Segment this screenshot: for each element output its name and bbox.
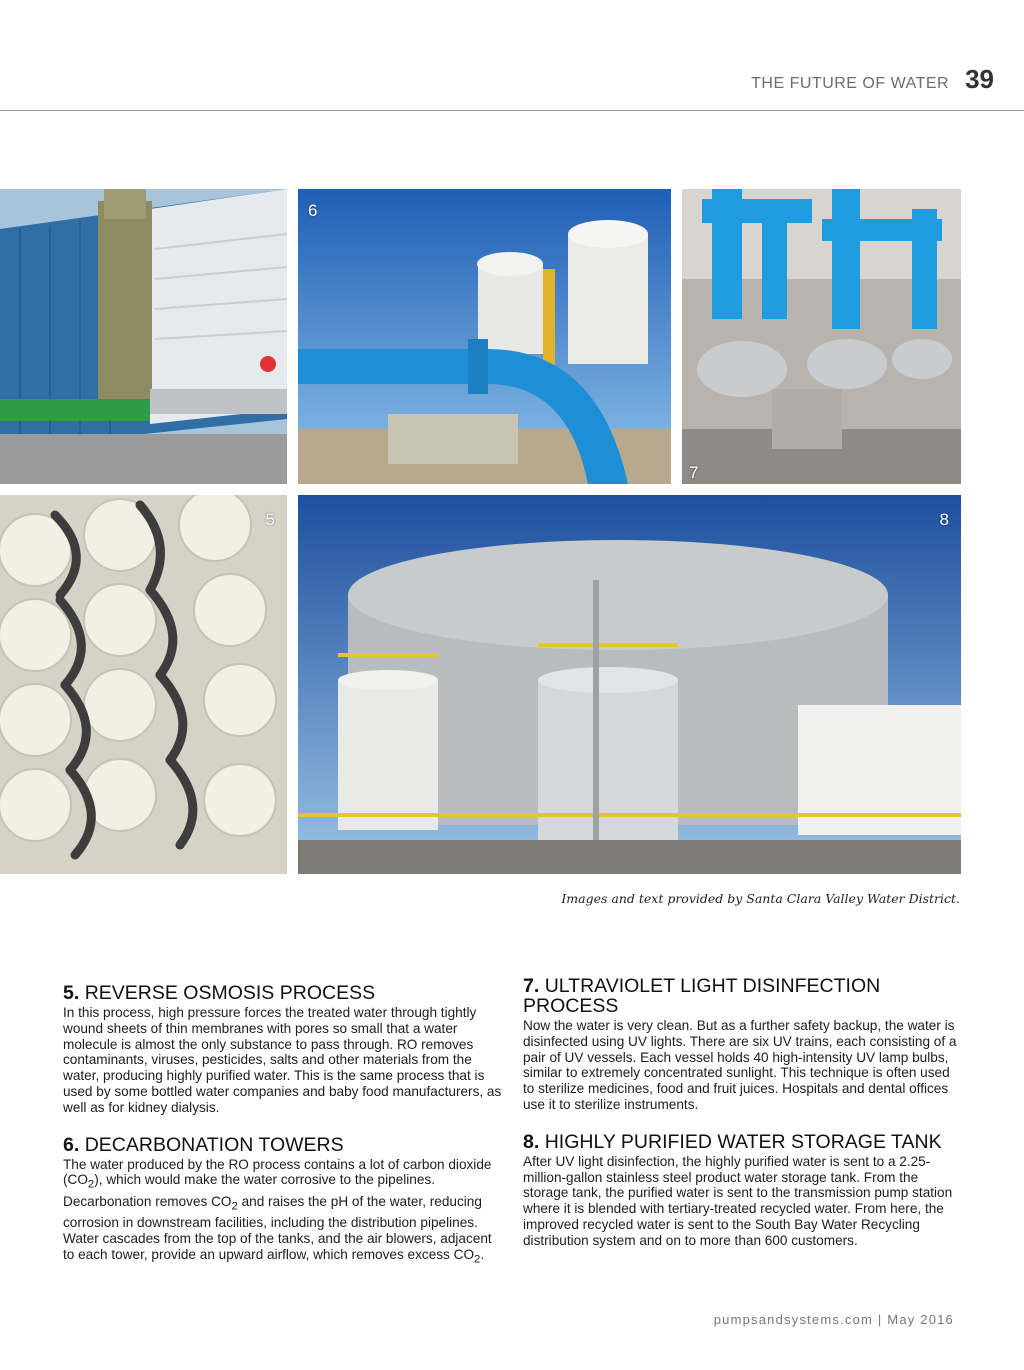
photo-number: 7 — [689, 463, 699, 482]
page-footer — [714, 1312, 954, 1327]
section-body: In this process, high pressure forces the treated water through tightly wound sheets of thin membranes with pores so small that a water molecule is almost the only substance to pass through. RO removes contaminants, viruses, pesticides, salts and other materials from the water, producing highly purified water. This is the same process that is used by some bottled water companies and baby food manufacturers, as well as for kidney dialysis. — [63, 1005, 502, 1115]
body-text: and raises the pH of the water, reducing corrosion in downstream facilities, including the distribution pipelines. Water cascades from the top of the tanks, and the air blowers, adjacent to each tower, provide an upward airflow, which removes excess CO — [63, 1193, 492, 1262]
footer-separator: | — [877, 1312, 883, 1327]
body-text: . — [480, 1247, 485, 1262]
section-title: REVERSE OSMOSIS PROCESS — [84, 982, 376, 1004]
section-body: Now the water is very clean. But as a further safety backup, the water is disinfected using UV lights. There are six UV trains, each consisting of a pair of UV vessels. Each vessel holds 40 high-intensity UV lamp bulbs, similar to extremely concentrated sunlight. This technique is often used to sterilize medicines, food and fruit juices. Hospitals and dental offices use it to sterilize instruments. — [523, 1018, 957, 1112]
section-reverse-osmosis — [63, 983, 503, 1116]
section-number: 8. — [523, 1130, 540, 1153]
section-title: HIGHLY PURIFIED WATER STORAGE TANK — [544, 1130, 942, 1153]
page-header — [751, 64, 994, 95]
section-title: THE FUTURE OF WATER — [751, 75, 950, 92]
section-decarbonation — [63, 1135, 503, 1269]
section-heading — [63, 1135, 503, 1155]
subscript: 2 — [231, 1200, 238, 1213]
photo-number: 5 — [265, 510, 275, 529]
section-title: DECARBONATION TOWERS — [84, 1133, 344, 1156]
section-body: After UV light disinfection, the highly purified water is sent to a 2.25-million-gallon stainless steel product water storage tank. From the storage tank, the purified water is sent to the transmission pump station where it is blended with tertiary-treated recycled water. From here, the improved recycled water is sent to the South Bay Water Recycling distribution system and on to more than 600 customers. — [523, 1153, 953, 1248]
photo-6-decarbonation-towers — [298, 189, 671, 484]
section-heading — [63, 983, 503, 1003]
right-column — [523, 976, 963, 1268]
page-number: 39 — [965, 64, 994, 94]
photo-pump-station — [0, 189, 287, 484]
section-number: 6. — [63, 1133, 80, 1156]
subscript: 2 — [474, 1253, 481, 1266]
section-number: 7. — [523, 975, 540, 997]
photo-number: 8 — [939, 510, 949, 529]
section-heading — [523, 976, 963, 1016]
footer-site: pumpsandsystems.com — [713, 1312, 874, 1327]
photo-number: 6 — [308, 201, 318, 220]
section-body — [63, 1157, 503, 1269]
subscript: 2 — [87, 1179, 95, 1192]
footer-issue: May 2016 — [887, 1312, 954, 1327]
left-column — [63, 983, 503, 1288]
image-credit: Images and text provided by Santa Clara Valley Water District. — [561, 891, 960, 906]
header-divider — [0, 110, 1024, 111]
section-uv-disinfection — [523, 976, 963, 1113]
section-heading — [523, 1132, 963, 1152]
section-title: ULTRAVIOLET LIGHT DISINFECTION PROCESS — [523, 975, 881, 1017]
photo-7-uv-disinfection — [682, 189, 961, 484]
photo-5-reverse-osmosis — [0, 495, 287, 874]
photo-8-storage-tank — [298, 495, 961, 874]
body-text: ), which would make the water corrosive to the pipelines. Decarbonation removes CO — [63, 1172, 435, 1209]
body-text: The water produced by the RO process contains a lot of carbon dioxide (CO — [63, 1156, 492, 1188]
section-number: 5. — [63, 982, 80, 1004]
section-storage-tank — [523, 1132, 963, 1249]
